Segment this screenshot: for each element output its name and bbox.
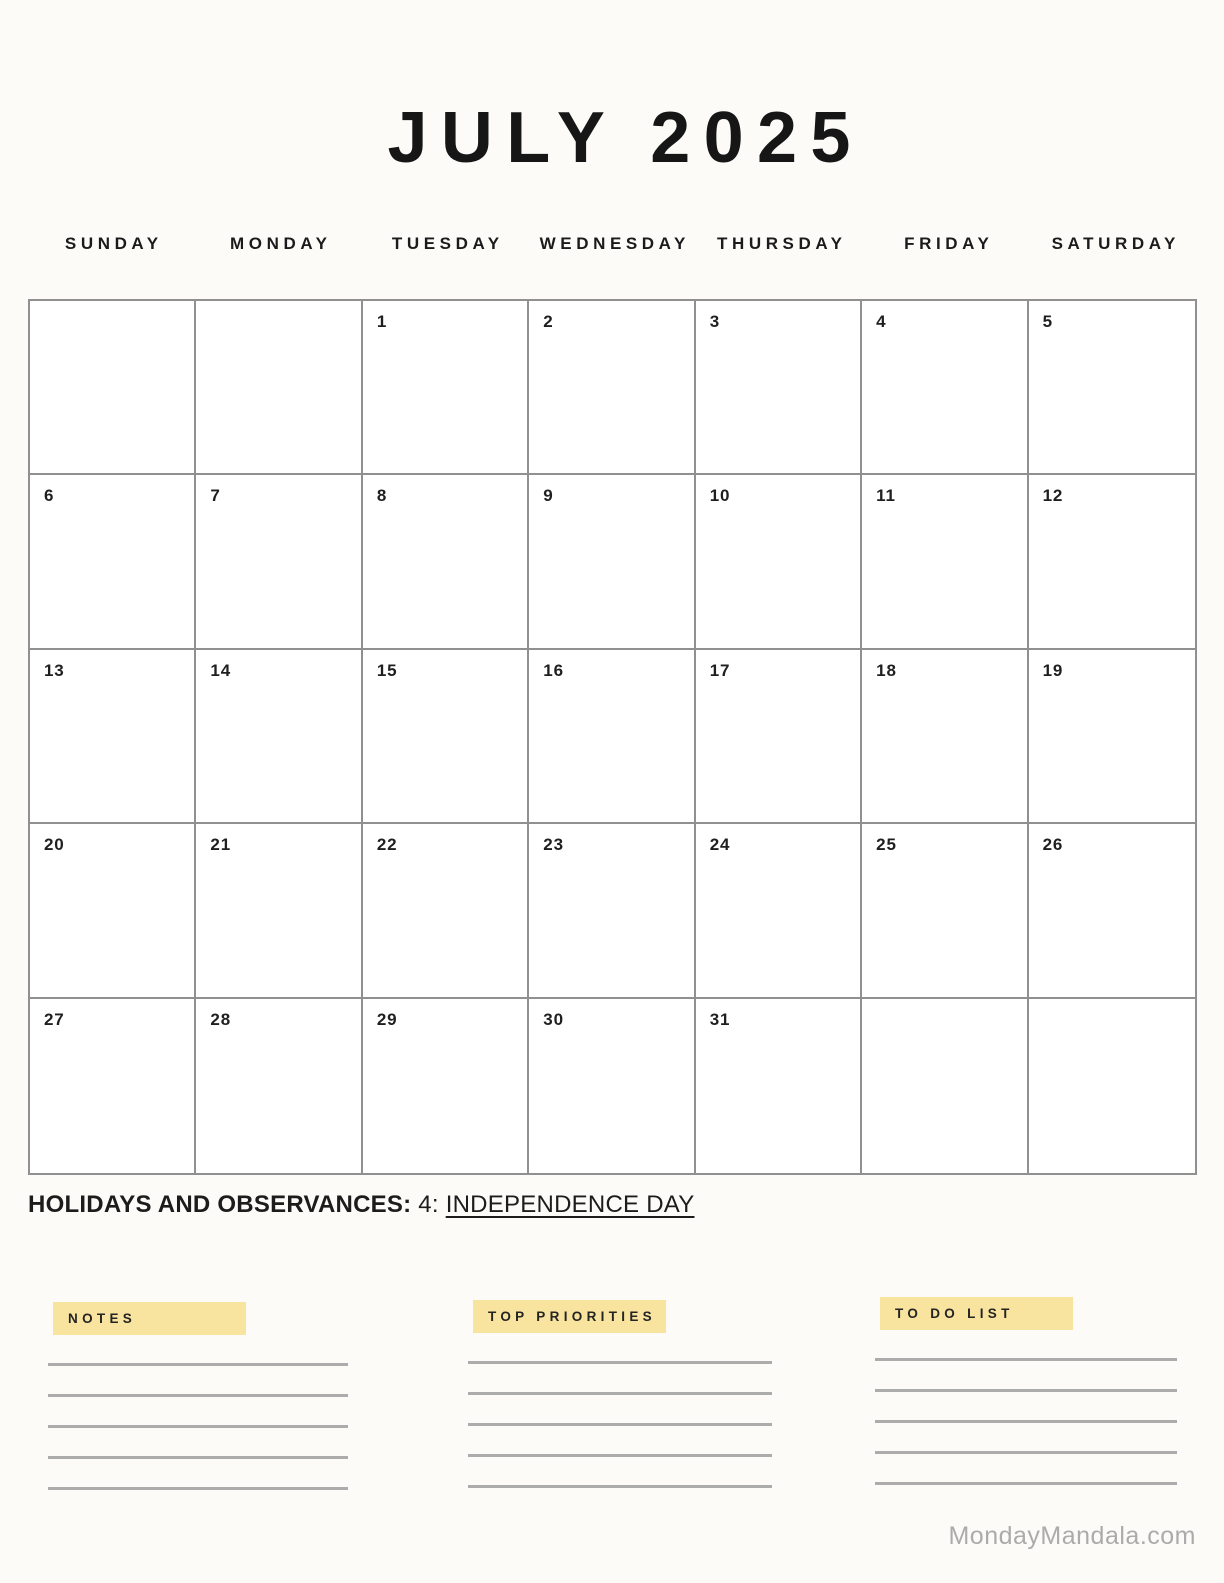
day-cell-5 bbox=[1029, 301, 1195, 475]
ruled-line bbox=[468, 1392, 772, 1395]
day-number: 29 bbox=[376, 1009, 398, 1029]
day-cell-1 bbox=[363, 301, 529, 475]
weekday-label-thursday: THURSDAY bbox=[716, 234, 847, 253]
day-number: 28 bbox=[210, 1009, 232, 1029]
day-number: 19 bbox=[1042, 660, 1064, 680]
notes-section-label: NOTES bbox=[53, 1302, 246, 1335]
day-number: 31 bbox=[709, 1009, 731, 1029]
day-cell-empty bbox=[196, 301, 362, 475]
day-number: 14 bbox=[210, 660, 232, 680]
weekday-label-wednesday: WEDNESDAY bbox=[539, 234, 690, 253]
day-cell-18 bbox=[862, 650, 1028, 824]
ruled-line bbox=[468, 1485, 772, 1488]
ruled-line bbox=[875, 1358, 1177, 1361]
day-cell-14 bbox=[196, 650, 362, 824]
top-priorities-section-label: TOP PRIORITIES bbox=[473, 1300, 666, 1333]
day-cell-7 bbox=[196, 475, 362, 649]
to-do-list-lines bbox=[875, 1358, 1177, 1485]
day-number: 20 bbox=[44, 835, 65, 855]
day-cell-2 bbox=[529, 301, 695, 475]
day-number: 26 bbox=[1042, 835, 1064, 855]
weekday-label-tuesday: TUESDAY bbox=[391, 234, 504, 253]
weekday-label-monday: MONDAY bbox=[230, 234, 332, 253]
day-number: 4 bbox=[876, 312, 887, 331]
weekday-label-saturday: SATURDAY bbox=[1051, 234, 1180, 253]
day-cell-22 bbox=[363, 824, 529, 998]
to-do-list-section bbox=[875, 1297, 1177, 1485]
to-do-list-section-label: TO DO LIST bbox=[880, 1297, 1073, 1330]
ruled-line bbox=[48, 1363, 348, 1366]
day-cell-25 bbox=[862, 824, 1028, 998]
calendar-grid bbox=[28, 299, 1197, 1175]
day-number: 7 bbox=[210, 486, 221, 506]
day-number: 9 bbox=[543, 486, 554, 506]
ruled-line bbox=[875, 1389, 1177, 1392]
ruled-line bbox=[468, 1361, 772, 1364]
day-number: 24 bbox=[709, 835, 731, 855]
ruled-line bbox=[48, 1394, 348, 1397]
day-cell-20 bbox=[30, 824, 196, 998]
ruled-line bbox=[875, 1482, 1177, 1485]
day-cell-6 bbox=[30, 475, 196, 649]
day-cell-empty bbox=[1029, 999, 1195, 1173]
day-number: 5 bbox=[1042, 312, 1053, 331]
weekday-header-row bbox=[28, 233, 1197, 255]
day-number: 23 bbox=[543, 835, 564, 855]
holidays-label: HOLIDAYS AND OBSERVANCES: bbox=[28, 1191, 412, 1218]
ruled-line bbox=[48, 1487, 348, 1490]
day-cell-9 bbox=[529, 475, 695, 649]
day-cell-17 bbox=[696, 650, 862, 824]
day-cell-26 bbox=[1029, 824, 1195, 998]
day-number: 12 bbox=[1042, 486, 1064, 506]
day-number: 13 bbox=[44, 660, 65, 680]
day-cell-16 bbox=[529, 650, 695, 824]
day-cell-11 bbox=[862, 475, 1028, 649]
day-cell-15 bbox=[363, 650, 529, 824]
ruled-line bbox=[875, 1451, 1177, 1454]
holiday-name: INDEPENDENCE DAY bbox=[445, 1191, 695, 1218]
day-number: 27 bbox=[44, 1009, 65, 1029]
day-number: 1 bbox=[376, 312, 388, 331]
day-cell-27 bbox=[30, 999, 196, 1173]
day-number: 2 bbox=[543, 312, 554, 331]
day-number: 25 bbox=[876, 835, 897, 855]
ruled-line bbox=[48, 1456, 348, 1459]
ruled-line bbox=[468, 1423, 772, 1426]
day-number: 21 bbox=[210, 835, 232, 855]
day-number: 11 bbox=[876, 486, 896, 506]
page-title: JULY 2025 bbox=[387, 98, 864, 178]
day-number: 10 bbox=[709, 486, 731, 506]
day-cell-empty bbox=[862, 999, 1028, 1173]
site-watermark: MondayMandala.com bbox=[948, 1522, 1196, 1550]
day-number: 15 bbox=[376, 660, 398, 680]
day-number: 17 bbox=[709, 660, 731, 680]
day-cell-31 bbox=[696, 999, 862, 1173]
top-priorities-section bbox=[468, 1300, 772, 1488]
notes-section bbox=[48, 1302, 348, 1490]
ruled-line bbox=[468, 1454, 772, 1457]
day-number: 30 bbox=[543, 1009, 564, 1029]
day-number: 18 bbox=[876, 660, 897, 680]
day-cell-29 bbox=[363, 999, 529, 1173]
weekday-label-sunday: SUNDAY bbox=[64, 234, 163, 253]
ruled-line bbox=[48, 1425, 348, 1428]
day-cell-empty bbox=[30, 301, 196, 475]
day-cell-13 bbox=[30, 650, 196, 824]
day-number: 22 bbox=[376, 835, 398, 855]
day-cell-21 bbox=[196, 824, 362, 998]
day-cell-10 bbox=[696, 475, 862, 649]
day-cell-3 bbox=[696, 301, 862, 475]
day-cell-8 bbox=[363, 475, 529, 649]
day-cell-24 bbox=[696, 824, 862, 998]
day-cell-23 bbox=[529, 824, 695, 998]
notes-lines bbox=[48, 1363, 348, 1490]
day-cell-4 bbox=[862, 301, 1028, 475]
day-number: 6 bbox=[44, 486, 55, 506]
day-cell-28 bbox=[196, 999, 362, 1173]
day-cell-19 bbox=[1029, 650, 1195, 824]
day-number: 3 bbox=[709, 312, 721, 331]
day-number: 8 bbox=[376, 486, 388, 506]
holiday-day-number: 4: bbox=[411, 1191, 446, 1218]
holidays-line bbox=[28, 1191, 694, 1219]
day-cell-12 bbox=[1029, 475, 1195, 649]
ruled-line bbox=[875, 1420, 1177, 1423]
day-cell-30 bbox=[529, 999, 695, 1173]
weekday-label-friday: FRIDAY bbox=[904, 234, 994, 253]
top-priorities-lines bbox=[468, 1361, 772, 1488]
day-number: 16 bbox=[543, 660, 564, 680]
